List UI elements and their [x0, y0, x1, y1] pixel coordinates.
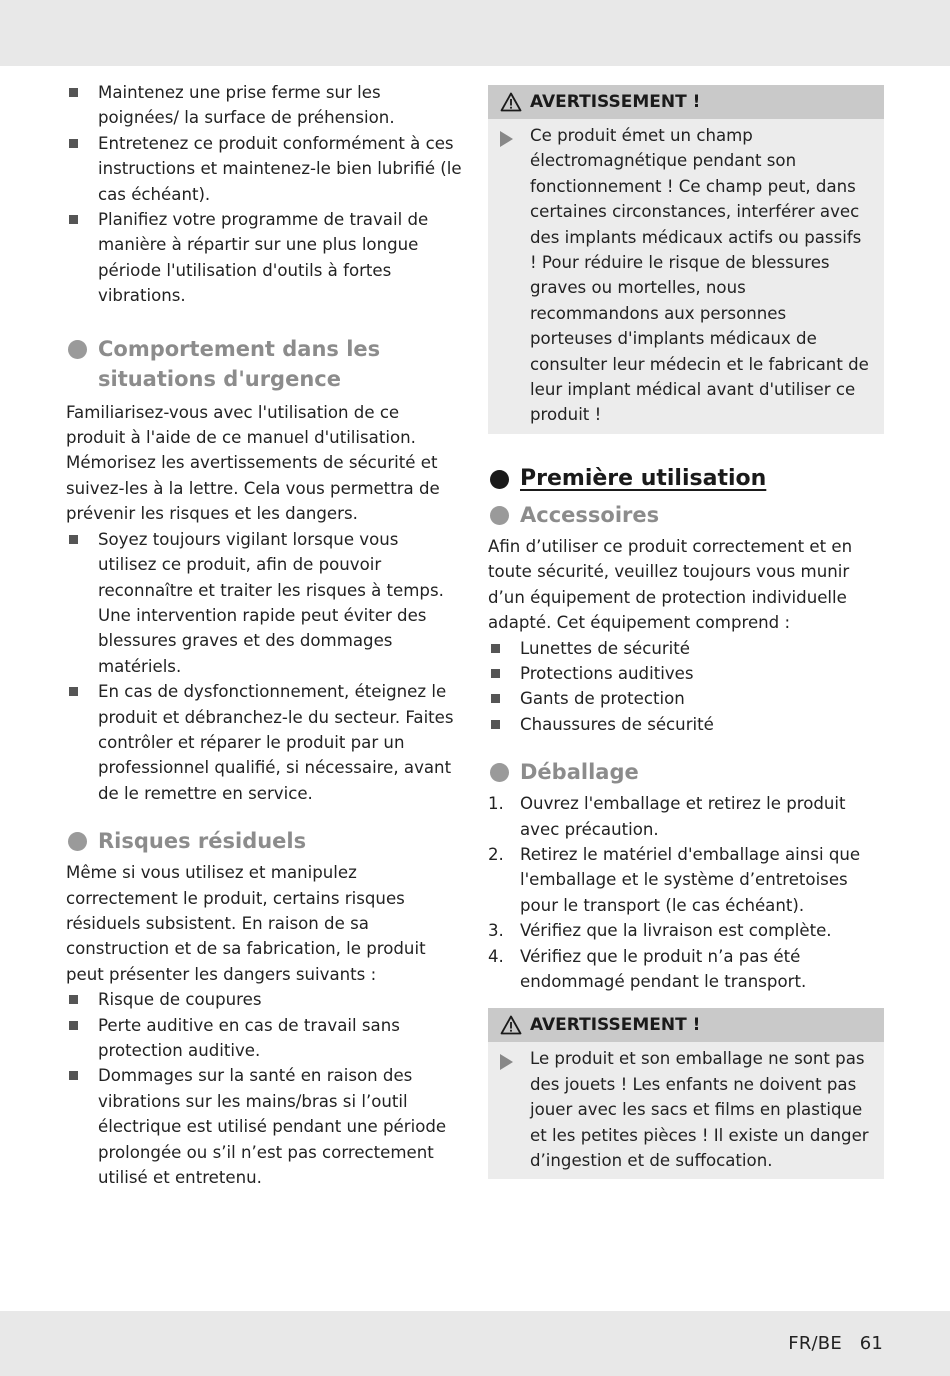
list-item: Lunettes de sécurité	[488, 636, 884, 661]
warning-body	[488, 1042, 884, 1179]
list-item: Risque de coupures	[66, 987, 462, 1012]
accessories-bullet-list	[488, 636, 884, 738]
list-item: Maintenez une prise ferme sur les poignées/ la surface de préhension.	[66, 80, 462, 131]
square-bullet-icon	[69, 995, 78, 1004]
section-heading-first-use: Première utilisation	[488, 464, 884, 494]
square-bullet-icon	[491, 669, 500, 678]
arrow-right-icon	[500, 131, 513, 147]
warning-title: AVERTISSEMENT !	[530, 92, 701, 112]
square-bullet-icon	[69, 1071, 78, 1080]
circle-bullet-icon	[490, 763, 509, 782]
list-item: Entretenez ce produit conformément à ces instructions et maintenez-le bien lubrifié (le cas échéant).	[66, 131, 462, 207]
accessories-paragraph: Afin d’utiliser ce produit correctement et en toute sécurité, veuillez toujours vous munir d’un équipement de protection individuelle adapté. Cet équipement comprend :	[488, 536, 853, 633]
square-bullet-icon	[69, 139, 78, 148]
warning-triangle-icon	[500, 1015, 522, 1035]
list-item: Protections auditives	[488, 661, 884, 686]
square-bullet-icon	[69, 1021, 78, 1030]
square-bullet-icon	[491, 694, 500, 703]
section-heading-residual: Risques résiduels	[66, 826, 462, 856]
circle-bullet-icon	[490, 470, 509, 489]
circle-bullet-icon	[68, 832, 87, 851]
circle-bullet-icon	[490, 506, 509, 525]
warning-header	[488, 1008, 884, 1042]
circle-bullet-icon	[68, 340, 87, 359]
arrow-right-icon	[500, 1054, 513, 1070]
residual-bullet-list	[66, 987, 462, 1190]
footer-band	[0, 1311, 950, 1376]
page-number: FR/BE 61	[788, 1333, 883, 1354]
warning-body	[488, 119, 884, 434]
intro-bullet-list	[66, 80, 462, 309]
square-bullet-icon	[69, 535, 78, 544]
warning-text: Ce produit émet un champ électromagnétique pendant son fonctionnement ! Ce champ peut, dans certaines circonstances, interférer avec des implants médicaux actifs ou passifs ! Pour réduire le risque de blessures graves ou mortelles, nous recommandons aux personnes porteuses d'implants médicaux de consulter leur médecin et le fabricant de leur implant médical avant d'utiliser ce produit !	[530, 126, 869, 425]
warning-box	[488, 1008, 884, 1179]
warning-box	[488, 85, 884, 434]
right-column	[488, 85, 884, 1179]
list-item: Soyez toujours vigilant lorsque vous utilisez ce produit, afin de pouvoir reconnaître et traiter les risques à temps. Une intervention rapide peut éviter des blessures graves et des dommages matériels.	[66, 527, 462, 679]
list-item: Perte auditive en cas de travail sans protection auditive.	[66, 1013, 462, 1064]
header-band	[0, 0, 950, 66]
square-bullet-icon	[491, 644, 500, 653]
list-item: Gants de protection	[488, 686, 884, 711]
list-item: En cas de dysfonctionnement, éteignez le produit et débranchez-le du secteur. Faites contrôler et réparer le produit par un professionnel qualifié, si nécessaire, avant de le remettre en service.	[66, 679, 462, 806]
warning-title: AVERTISSEMENT !	[530, 1015, 701, 1036]
square-bullet-icon	[69, 88, 78, 97]
section-heading-accessories: Accessoires	[488, 500, 884, 530]
section-heading-unpacking: Déballage	[488, 757, 884, 787]
warning-text: Le produit et son emballage ne sont pas des jouets ! Les enfants ne doivent pas jouer avec les sacs et films en plastique et les petites pièces ! Il existe un danger d’ingestion et de suffocation.	[530, 1049, 869, 1170]
list-item: 4. Vérifiez que le produit n’a pas été endommagé pendant le transport.	[488, 946, 807, 991]
square-bullet-icon	[69, 687, 78, 696]
list-item: Dommages sur la santé en raison des vibrations sur les mains/bras si l’outil électrique est utilisé pendant une période prolongée ou s’il n’est pas correctement utilisé et entretenu.	[66, 1063, 462, 1190]
list-item: 2. Retirez le matériel d'emballage ainsi que l'emballage et le système d’entretoises pour le transport (le cas échéant).	[488, 844, 861, 915]
warning-header	[488, 85, 884, 119]
left-column	[66, 80, 462, 1190]
warning-triangle-icon	[500, 92, 522, 112]
square-bullet-icon	[491, 720, 500, 729]
list-item: 1. Ouvrez l'emballage et retirez le produit avec précaution.	[488, 794, 846, 839]
emergency-paragraph: Familiarisez-vous avec l'utilisation de ce produit à l'aide de ce manuel d'utilisation. Mémorisez les avertissements de sécurité et suivez-les à la lettre. Cela vous permettra de prévenir les risques et les dangers.	[66, 402, 440, 524]
list-item: Chaussures de sécurité	[488, 712, 884, 737]
section-heading-emergency: Comportement dans les situations d'urgence	[66, 334, 462, 394]
list-item: Planifiez votre programme de travail de manière à répartir sur une plus longue période l'utilisation d'outils à fortes vibrations.	[66, 207, 462, 309]
square-bullet-icon	[69, 215, 78, 224]
list-item: 3. Vérifiez que la livraison est complète.	[488, 921, 832, 941]
unpacking-steps	[488, 791, 884, 994]
emergency-bullet-list	[66, 527, 462, 806]
residual-paragraph: Même si vous utilisez et manipulez correctement le produit, certains risques résiduels subsistent. En raison de sa construction et de sa fabrication, le produit peut présenter les dangers suivants :	[66, 863, 426, 984]
